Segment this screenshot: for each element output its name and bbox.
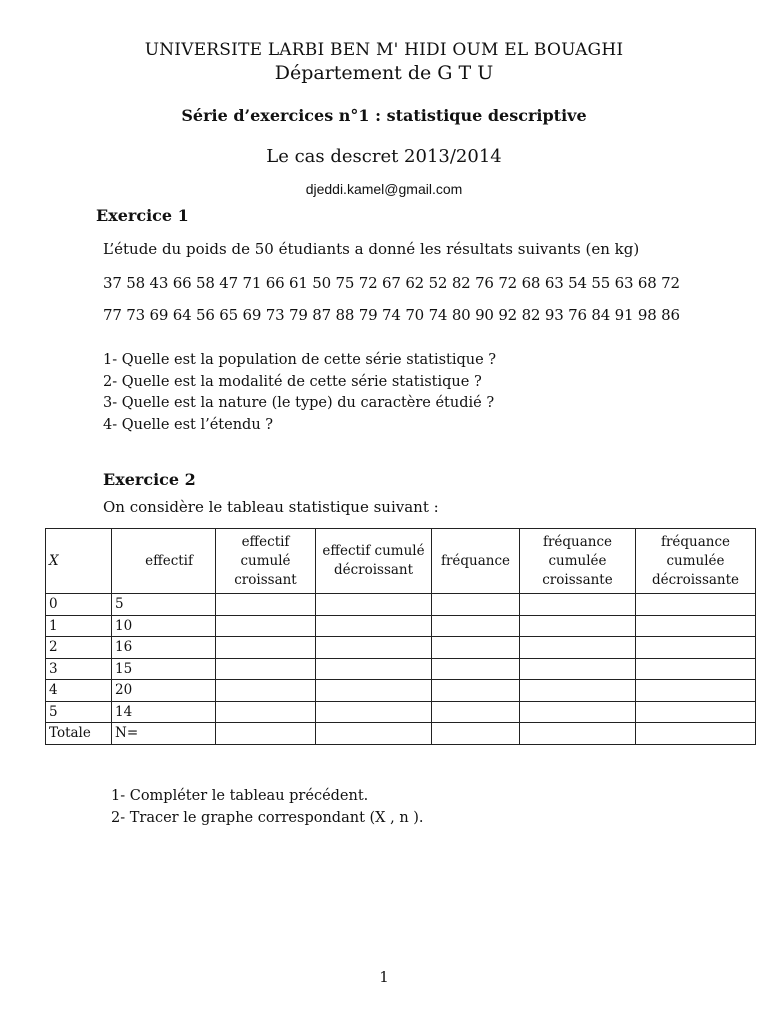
table-row <box>46 680 756 702</box>
table-row <box>46 658 756 680</box>
exercise-2-intro: On considère le tableau statistique suivant : <box>103 498 439 516</box>
cell-x: 4 <box>46 680 112 702</box>
series-title: Série d’exercices n°1 : statistique descriptive <box>181 106 587 125</box>
cell-empty <box>432 637 520 659</box>
cell-x: 0 <box>46 594 112 616</box>
case-and-year: Le cas descret 2013/2014 <box>266 146 502 167</box>
cell-empty <box>432 594 520 616</box>
header-frequance-cumulee-croissante: fréquance cumulée croissante <box>520 529 636 594</box>
table-row <box>46 701 756 723</box>
cell-empty <box>636 723 756 745</box>
table-row <box>46 594 756 616</box>
cell-empty <box>216 615 316 637</box>
table-row <box>46 637 756 659</box>
cell-empty <box>316 680 432 702</box>
table-row <box>46 615 756 637</box>
exercise-2-heading: Exercice 2 <box>103 470 196 489</box>
cell-empty <box>316 594 432 616</box>
cell-empty <box>216 594 316 616</box>
header-x: X <box>46 529 112 594</box>
exercise-2-tasks <box>111 786 424 829</box>
cell-x: 5 <box>46 701 112 723</box>
cell-empty <box>520 594 636 616</box>
table-header-row <box>46 529 756 594</box>
table-total-row <box>46 723 756 745</box>
cell-effectif: 16 <box>112 637 216 659</box>
department-name: Département de G T U <box>274 62 494 84</box>
cell-empty <box>636 594 756 616</box>
cell-empty <box>216 680 316 702</box>
cell-empty <box>636 615 756 637</box>
cell-empty <box>216 658 316 680</box>
task-2: 2- Tracer le graphe correspondant (X , n ). <box>111 809 424 826</box>
cell-empty <box>432 680 520 702</box>
question-3: 3- Quelle est la nature (le type) du caractère étudié ? <box>103 395 495 411</box>
cell-effectif: 10 <box>112 615 216 637</box>
cell-empty <box>316 701 432 723</box>
weights-data-line-2: 77 73 69 64 56 65 69 73 79 87 88 79 74 70 74 80 90 92 82 93 76 84 91 98 86 <box>103 306 680 324</box>
cell-empty <box>216 723 316 745</box>
cell-x: 3 <box>46 658 112 680</box>
cell-empty <box>636 637 756 659</box>
cell-x: 1 <box>46 615 112 637</box>
cell-empty <box>216 637 316 659</box>
weights-data-line-1: 37 58 43 66 58 47 71 66 61 50 75 72 67 62 52 82 76 72 68 63 54 55 63 68 72 <box>103 274 680 292</box>
author-email: djeddi.kamel@gmail.com <box>305 181 463 197</box>
question-2: 2- Quelle est la modalité de cette série statistique ? <box>103 373 482 390</box>
exercise-1-intro: L’étude du poids de 50 étudiants a donné les résultats suivants (en kg) <box>103 240 640 258</box>
cell-empty <box>520 680 636 702</box>
question-4: 4- Quelle est l’étendu ? <box>103 416 274 433</box>
page-number: 1 <box>379 968 389 986</box>
university-name: UNIVERSITE LARBI BEN M' HIDI OUM EL BOUAGHI <box>144 40 624 60</box>
cell-empty <box>520 615 636 637</box>
cell-empty <box>520 723 636 745</box>
statistics-table <box>45 528 756 745</box>
cell-total-label: Totale <box>46 723 112 745</box>
cell-empty <box>636 658 756 680</box>
question-1: 1- Quelle est la population de cette série statistique ? <box>103 352 497 368</box>
cell-empty <box>316 723 432 745</box>
cell-effectif: 20 <box>112 680 216 702</box>
cell-empty <box>432 701 520 723</box>
cell-empty <box>316 637 432 659</box>
cell-empty <box>216 701 316 723</box>
header-effectif: effectif <box>112 529 216 594</box>
cell-empty <box>316 615 432 637</box>
cell-empty <box>520 637 636 659</box>
exercise-1-questions <box>103 350 496 436</box>
cell-empty <box>316 658 432 680</box>
cell-effectif: 5 <box>112 594 216 616</box>
cell-empty <box>432 723 520 745</box>
cell-empty <box>636 701 756 723</box>
header-frequance-cumulee-decroissante: fréquance cumulée décroissante <box>636 529 756 594</box>
cell-empty <box>432 658 520 680</box>
cell-empty <box>636 680 756 702</box>
cell-x: 2 <box>46 637 112 659</box>
header-effectif-cumule-decroissant: effectif cumulé décroissant <box>316 529 432 594</box>
cell-effectif: 14 <box>112 701 216 723</box>
task-1: 1- Compléter le tableau précédent. <box>111 788 369 804</box>
cell-effectif: 15 <box>112 658 216 680</box>
exercise-1-heading: Exercice 1 <box>96 206 189 225</box>
header-effectif-cumule-croissant: effectif cumulé croissant <box>216 529 316 594</box>
header-frequance: fréquance <box>432 529 520 594</box>
cell-total-n: N= <box>112 723 216 745</box>
cell-empty <box>432 615 520 637</box>
cell-empty <box>520 701 636 723</box>
cell-empty <box>520 658 636 680</box>
